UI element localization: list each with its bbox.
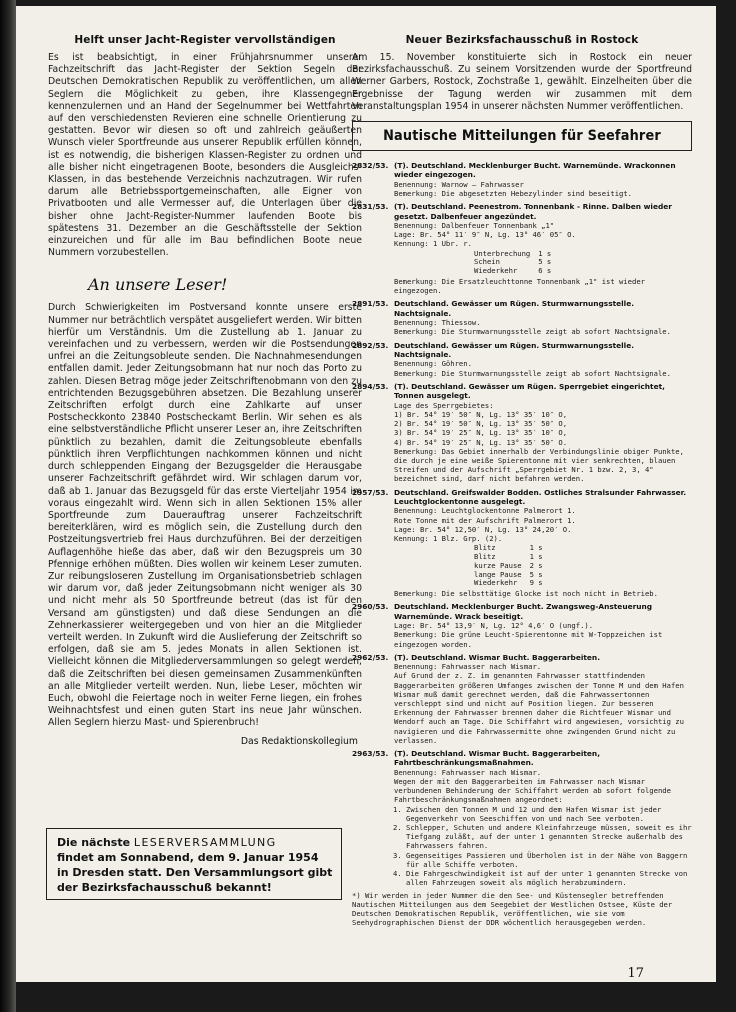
notice-item bbox=[352, 202, 692, 295]
light-character-table bbox=[474, 544, 551, 588]
notice-line: Lage: Br. 54° 11′ 9″ N, Lg. 13° 46′ 05″ O. bbox=[394, 230, 576, 240]
notice-line: Wegen der mit den Baggerarbeiten im Fahrwasser nach Wismar verbundenen Behinderung der Schiffahrt werden ab sofort folgende Fahrtbeschränkungsmaßnahmen angeordnet: bbox=[394, 777, 676, 805]
phase-name: lange Pause bbox=[474, 569, 522, 579]
notice-item bbox=[352, 653, 692, 745]
notice-body bbox=[394, 341, 692, 378]
announcement-line-4: der Bezirksfachausschuß bekannt! bbox=[57, 881, 272, 894]
announcement-line-1 bbox=[57, 835, 331, 850]
notice-body bbox=[394, 488, 692, 599]
notice-line: Lage: Br. 54° 13,9′ N, Lg. 12° 4,6′ O (ungf.). bbox=[394, 621, 594, 631]
notice-body bbox=[394, 299, 692, 336]
restriction-item: 3. Gegenseitiges Passieren und Überholen ist in der Nähe von Baggern für alle Schiffe verboten. bbox=[406, 851, 692, 869]
notice-line: Auf Grund der z. Z. im genannten Fahrwasser stattfindenden Baggerarbeiten größeren Umfanges zwischen der Tonne M und dem Hafen Wismar muß damit gerechnet werden, daß die Fahrwassertonnen verschleppt sind und nicht auf Position liegen. Zur besseren Erkennung der Fahrwasser brennen daher die Richtfeuer Wismar und Wendorf auch am Tage. Die Schiffahrt wird angewiesen, vorsichtig zu navigieren und die Fahrwassermitte ohne zwingenden Grund nicht zu verlassen. bbox=[394, 671, 689, 745]
magazine-page bbox=[16, 6, 716, 982]
notice-line: Bemerkung: Das Gebiet innerhalb der Verbindungslinie obiger Punkte, die durch je eine weiße Spierentonne mit vier senkrechten, blauen Streifen und der Aufschrift „Sperrgebiet Nr. 1 bzw. 2, 3, 4" bezeichnet sind, darf nicht befahren werden. bbox=[394, 446, 689, 484]
phase-name: Blitz bbox=[474, 543, 496, 553]
notice-line: Benennung: Fahrwasser nach Wismar. bbox=[394, 767, 542, 777]
notice-line: Bemerkung: Die Ersatzleuchttonne Tonnenbank „1" ist wieder eingezogen. bbox=[394, 277, 650, 296]
notice-body bbox=[394, 602, 692, 648]
phase-name: Wiederkehr bbox=[474, 266, 518, 276]
notice-line: Benennung: Thiessow. bbox=[394, 318, 481, 328]
phase-duration: 1 s bbox=[538, 248, 552, 258]
notice-number: 2962/53. bbox=[352, 652, 389, 662]
notice-line: Benennung: Warnow — Fahrwasser bbox=[394, 179, 524, 189]
announcement-line-3: in Dresden statt. Den Versammlungsort gibt bbox=[57, 866, 333, 879]
footnote: *) Wir werden in jeder Nummer die den See- und Küstensegler betreffenden Nautischen Mitteilungen aus dem Seegebiet der Westlichen Ostsee, Küste der Deutschen Demokratischen Republik, veröffentlichen, wie sie vom Seehydrographischen Dienst der DDR wöchentlich herausgegeben werden. bbox=[352, 891, 673, 928]
notice-heading: (T). Deutschland. Gewässer um Rügen. Sperrgebiet eingerichtet, Tonnen ausgelegt. bbox=[394, 381, 665, 401]
notice-item bbox=[352, 749, 692, 887]
light-character-row bbox=[474, 579, 551, 588]
notice-line: Benennung: Dalbenfeuer Tonnenbank „1" bbox=[394, 221, 555, 231]
notice-line: 3) Br. 54° 19′ 25″ N, Lg. 13° 35′ 10″ O, bbox=[394, 428, 568, 438]
notice-item bbox=[352, 382, 692, 484]
notice-item bbox=[352, 341, 692, 378]
notice-line: Bemerkung: Die abgesetzten Hebezylinder sind beseitigt. bbox=[394, 189, 632, 199]
nautical-banner-title: Nautische Mitteilungen für Seefahrer bbox=[383, 128, 661, 145]
announcement-prefix: Die nächste bbox=[57, 836, 131, 849]
phase-name: kurze Pause bbox=[474, 560, 522, 570]
notice-number: 2894/53. bbox=[352, 381, 389, 391]
notice-heading: Deutschland. Gewässer um Rügen. Sturmwarnungsstelle. Nachtsignale. bbox=[394, 299, 635, 318]
notice-item bbox=[352, 602, 692, 648]
notice-body bbox=[394, 161, 692, 198]
notice-heading: Deutschland. Gewässer um Rügen. Sturmwarnungsstelle. Nachtsignale. bbox=[394, 340, 635, 360]
notice-heading: (T). Deutschland. Wismar Bucht. Baggerarbeiten, Fahrtbeschränkungsmaßnahmen. bbox=[394, 749, 600, 768]
notice-heading: (T). Deutschland. Wismar Bucht. Baggerarbeiten. bbox=[394, 652, 600, 662]
nautical-notices bbox=[352, 161, 692, 887]
notice-number: 2957/53. bbox=[352, 487, 389, 497]
phase-name: Blitz bbox=[474, 551, 496, 561]
article-title-rostock: Neuer Bezirksfachausschuß in Rostock bbox=[405, 34, 639, 46]
restriction-item: 1. Zwischen den Tonnen M und 12 und dem Hafen Wismar ist jeder Gegenverkehr von Seeschiffen von und nach See verboten. bbox=[406, 805, 692, 823]
notice-line: Bemerkung: Die grüne Leucht-Spierentonne mit W-Toppzeichen ist eingezogen worden. bbox=[394, 630, 667, 649]
notice-line: Lage des Sperrgebietes: bbox=[394, 400, 494, 410]
article-body-rostock: Am 15. November konstituierte sich in Rostock ein neuer Bezirksfachausschuß. Zu seinem Vorsitzenden wurde der Sportfreund Werner Garbers, Rostock, Zochstraße 1, gewählt. Einzelheiten über die Ergebnisse der Tagung werden wir zusammen mit dem Veranstaltungsplan 1954 in unserer nächsten Nummer veröffentlichen. bbox=[352, 52, 692, 112]
notice-line: Benennung: Fahrwasser nach Wismar. bbox=[394, 662, 542, 672]
notice-heading: (T). Deutschland. Peenestrom. Tonnenbank - Rinne. Dalben wieder gesetzt. Dalbenfeuer angezündet. bbox=[394, 202, 672, 221]
notice-line: Kennung: 1 Blz. Grp. (2). bbox=[394, 533, 503, 543]
restriction-list bbox=[394, 805, 692, 888]
notice-item bbox=[352, 161, 692, 198]
notice-body bbox=[394, 382, 692, 484]
notice-item bbox=[352, 299, 692, 336]
notice-line: 4) Br. 54° 19′ 25″ N, Lg. 13° 35′ 50″ O. bbox=[394, 437, 568, 447]
notice-number: 2832/53. bbox=[352, 161, 389, 171]
restriction-item: 2. Schlepper, Schuten und andere Kleinfahrzeuge müssen, soweit es ihr Tiefgang zuläßt, auf der unter 1 genannten Strecke außerhalb des Fahrwassers fahren. bbox=[406, 823, 692, 851]
nautical-banner bbox=[352, 121, 692, 151]
right-column bbox=[352, 34, 692, 927]
signature: Das Redaktionskollegium bbox=[240, 735, 358, 747]
notice-number: 2960/53. bbox=[352, 602, 389, 612]
notice-body bbox=[394, 202, 692, 295]
notice-body bbox=[394, 653, 692, 745]
notice-line: Bemerkung: Die Sturmwarnungsstelle zeigt ab sofort Nachtsignale. bbox=[394, 327, 671, 337]
phase-duration: 5 s bbox=[529, 569, 543, 579]
notice-number: 2892/53. bbox=[352, 340, 389, 350]
announcement-caps: LESERVERSAMMLUNG bbox=[133, 836, 277, 849]
scan-edge bbox=[0, 0, 16, 1012]
notice-line: Lage: Br. 54° 12,50′ N, Lg. 13° 24,20′ O. bbox=[394, 524, 572, 534]
notice-number: 2831/53. bbox=[352, 202, 389, 212]
notice-number: 2891/53. bbox=[352, 299, 389, 309]
restriction-item: 4. Die Fahrgeschwindigkeit ist auf der unter 1 genannten Strecke von allen Fahrzeugen soweit als möglich herabzumindern. bbox=[406, 869, 692, 887]
phase-duration: 9 s bbox=[529, 578, 543, 588]
phase-name: Unterbrechung bbox=[474, 248, 531, 258]
article-title-leser: An unsere Leser! bbox=[88, 275, 228, 295]
phase-duration: 5 s bbox=[538, 257, 552, 267]
notice-item bbox=[352, 488, 692, 599]
notice-heading: Deutschland. Greifswalder Bodden. Ostliches Stralsunder Fahrwasser. Leuchtglockentonne ausgelegt. bbox=[394, 487, 687, 506]
notice-number: 2963/53. bbox=[352, 749, 389, 758]
notice-line: 1) Br. 54° 19′ 50″ N, Lg. 13° 35′ 10″ O, bbox=[394, 409, 568, 419]
article-body-jacht-register: Es ist beabsichtigt, in einer Frühjahrsnummer unserer Fachzeitschrift das Jacht-Register der Sektion Segeln der Deutschen Demokratischen Republik zu veröffentlichen, um allen Seglern die Möglichkeit zu geben, ihre Klassengegner kennenzulernen und an Hand der Segelnummer bei Wettfahrten auf den verschiedensten Revieren eine schnelle Orientierung zu gestatten. Bevor wir diesen so oft und zahlreich geäußerten Wunsch vieler Sportfreunde aus unserer Republik erfüllen können, ist es notwendig, die bisherigen Klassen-Register zu ordnen und alle bisher nicht eingetragenen Boote, besonders die Ausgleichs-Klassen, in das bestehende Verzeichnis nachzutragen. Wir rufen darum alle Betriebssportgemeinschaften, alle Eigner von Privatbooten und alle Vermesser auf, die Unterlagen über die bisher ohne Jacht-Register-Nummer laufenden Boote bis spätestens 31. Dezember an die Geschäftsstelle der Sektion einzureichen und für alle im Bau befindlichen Boote neue Nummern vorzubestellen. bbox=[48, 52, 362, 259]
notice-line: Rote Tonne mit der Aufschrift Palmerort 1. bbox=[394, 515, 576, 525]
phase-duration: 2 s bbox=[529, 560, 543, 570]
notice-line: 2) Br. 54° 19′ 50″ N, Lg. 13° 35′ 50″ O, bbox=[394, 419, 568, 429]
phase-duration: 6 s bbox=[538, 266, 552, 276]
notice-heading: Deutschland. Mecklenburger Bucht. Zwangsweg-Ansteuerung Warnemünde. Wrack beseitigt. bbox=[394, 602, 653, 621]
meeting-announcement-box bbox=[46, 828, 342, 900]
phase-name: Schein bbox=[474, 257, 500, 267]
notice-line: Benennung: Göhren. bbox=[394, 359, 472, 369]
page-number: 17 bbox=[627, 966, 644, 981]
light-character-table bbox=[474, 250, 559, 276]
left-column bbox=[48, 34, 362, 747]
notice-line: Bemerkung: Die selbsttätige Glocke ist noch nicht in Betrieb. bbox=[394, 589, 658, 599]
notice-line: Bemerkung: Die Sturmwarnungsstelle zeigt ab sofort Nachtsignale. bbox=[394, 368, 671, 378]
announcement-line-2: findet am Sonnabend, dem 9. Januar 1954 bbox=[57, 851, 319, 864]
phase-name: Wiederkehr bbox=[474, 578, 518, 588]
notice-heading: (T). Deutschland. Mecklenburger Bucht. Warnemünde. Wrackonnen wieder eingezogen. bbox=[394, 161, 676, 180]
article-body-leser: Durch Schwierigkeiten im Postversand konnte unsere erste Nummer nur beträchtlich verspätet ausgeliefert werden. Wir bitten hierfür um Verständnis. Um die Zustellung ab 1. Januar zu vereinfachen und zu verbessern, werden wir die Postsendungen unfrei an die Zeitungsobleute senden. Die Nachnahmesendungen entfallen damit. Jeder Zeitungsobmann hat nur noch das Porto zu zahlen. Diesen Betrag möge jeder Zeitschriftenobmann von den zu entrichtenden Bezugsgebühren absetzen. Die Bezahlung unserer Zeitschriften erfolgt durch eine Zahlkarte auf unser Postscheckkonto 23840 Postscheckamt Berlin. Wir sehen es als eine selbstverständliche Pflicht unserer Leser an, ihre Zeitschriften pünktlich zu bezahlen, damit die Zeitungsobleute ebenfalls pünktlich ihren Verpflichtungen nachkommen können und nicht durch schleppenden Eingang der Bezugsgelder die Herausgabe unserer Fachzeitschrift gefährdet wird. Wir schlagen darum vor, daß ab 1. Januar das Bezugsgeld für das erste Vierteljahr 1954 im voraus eingezahlt wird. Wenn sich in allen Sektionen 15% aller Sportfreunde zum Dauerauftrag unserer Fachzeitschrift bereiterklären, wird es möglich sein, die Zustellung durch den Postzeitungsvertrieb frei Haus durchzuführen. Bei der derzeitigen Auflagenhöhe hieße das aber, daß wir den Bezugspreis um 30 Pfennige erhöhen müßten. Dies wollen wir keinem Leser zumuten. Zur reibungsloseren Zustellung im Organisationsbetrieb schlagen wir darum vor, daß jeder Zeitungsobmann nicht weniger als 30 und nicht mehr als 50 Sportfreunde betreut (das ist für den Versand am günstigsten) und daß diese Sendungen an die Zehnerkassierer weitergegeben und von hier an die Mitglieder verteilt werden. In Zukunft wird die Auslieferung der Zeitschrift so erfolgen, daß sie am 5. jedes Monats in allen Sektionen ist. Vielleicht können die Mitgliederversammlungen so gelegt werden, daß die Zeitschriften bei diesen gemeinsamen Zusammenkünften an alle Mitglieder verteilt werden. Nun, liebe Leser, möchten wir Euch, obwohl die Feiertage noch in weiter Ferne liegen, ein frohes Weihnachtsfest und einen guten Start ins neue Jahr wünschen. Allen Seglern hierzu Mast- und Spierenbruch! bbox=[48, 302, 362, 729]
article-title-jacht-register: Helft unser Jacht-Register vervollständigen bbox=[74, 34, 336, 46]
notice-body bbox=[394, 749, 692, 887]
notice-line: Benennung: Leuchtglockentonne Palmerort 1. bbox=[394, 506, 576, 516]
notice-line: Kennung: 1 Ubr. r. bbox=[394, 239, 472, 249]
light-character-row bbox=[474, 267, 559, 276]
phase-duration: 1 s bbox=[529, 543, 543, 553]
phase-duration: 1 s bbox=[529, 551, 543, 561]
